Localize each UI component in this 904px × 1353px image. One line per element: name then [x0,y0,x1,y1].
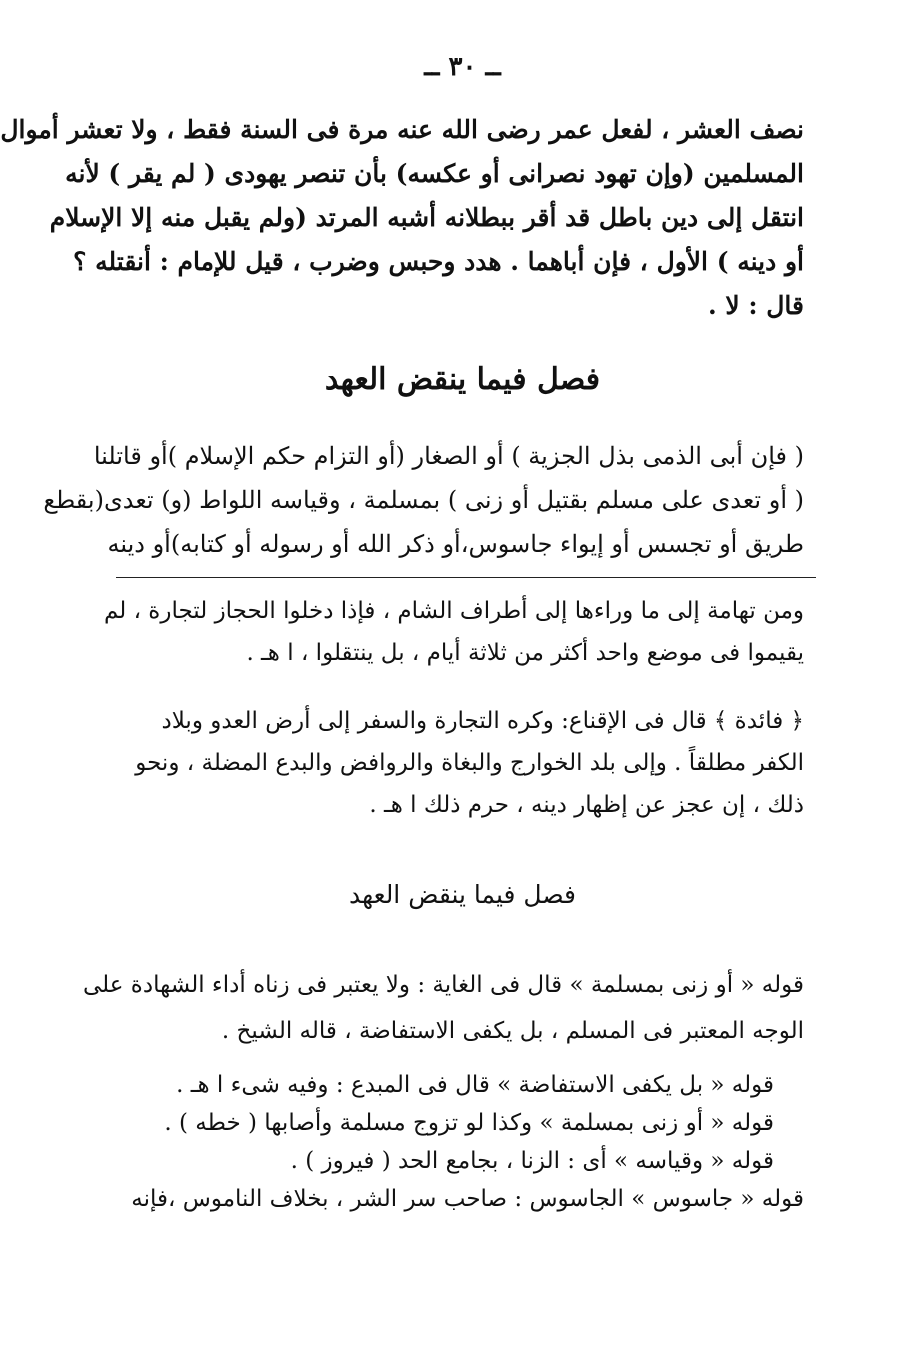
text-line: ( أو تعدى على مسلم بقتيل أو زنى ) بمسلمة ، وقياسه اللواط (و) تعدى(بقطع [43,486,804,514]
section-heading: فصل فيما ينقض العهد [324,362,601,397]
note-line: قوله « جاسوس » الجاسوس : صاحب سر الشر ، بخلاف الناموس ،فإنه [131,1186,804,1212]
text-line: ( فإن أبى الذمى بذل الجزية ) أو الصغار (أو التزام حكم الإسلام )أو قاتلنا [93,442,804,470]
footnote-section-heading: فصل فيما ينقض العهد [348,880,576,909]
note-line: قوله « بل يكفى الاستفاضة » قال فى المبدع : وفيه شىء ا هـ . [176,1072,774,1098]
footnote-paragraph-1 [103,590,804,674]
note-line: قوله « وقياسه » أى : الزنا ، بجامع الحد ( فيروز ) . [290,1148,774,1174]
text-line: انتقل إلى دين باطل قد أقر ببطلانه أشبه المرتد (ولم يقبل منه إلا الإسلام [49,203,804,232]
text-line: ومن تهامة إلى ما وراءها إلى أطراف الشام ، فإذا دخلوا الحجاز لتجارة ، لم [103,598,804,624]
text-line: نصف العشر ، لفعل عمر رضى الله عنه مرة فى السنة فقط ، ولا تعشر أموال [0,115,804,144]
footnote-notes [114,1066,804,1218]
text-line: أو دينه ) الأول ، فإن أباهما . هدد وحبس وضرب ، قيل للإمام : أنقتله ؟ [73,247,804,276]
text-line: المسلمين (وإن تهود نصرانى أو عكسه) بأن تنصر يهودى ( لم يقر ) لأنه [65,159,804,188]
text-line: يقيموا فى موضع واحد أكثر من ثلاثة أيام ، بل ينتقلوا ، ا هـ . [246,640,804,666]
text-line: قوله « أو زنى بمسلمة » قال فى الغاية : ولا يعتبر فى زناه أداء الشهادة على [82,972,804,998]
page-number: ــ ٣٠ ــ [424,52,501,82]
footnote-paragraph-2 [114,700,804,826]
footnote-paragraph-3 [82,962,804,1054]
text-line: الوجه المعتبر فى المسلم ، بل يكفى الاستفاضة ، قاله الشيخ . [221,1018,804,1044]
text-line: الكفر مطلقاً . وإلى بلد الخوارج والبغاة والروافض والبدع المضلة ، ونحو [135,750,804,776]
main-paragraph-1 [0,108,804,328]
note-line: قوله « أو زنى بمسلمة » وكذا لو تزوج مسلمة وأصابها ( خطه ) . [164,1110,774,1136]
text-line: ذلك ، إن عجز عن إظهار دينه ، حرم ذلك ا هـ . [369,792,804,818]
text-line: ﴿ فائدة ﴾ قال فى الإقناع: وكره التجارة والسفر إلى أرض العدو وبلاد [161,708,804,734]
footnote-divider [116,577,816,578]
text-line: قال : لا . [707,291,804,320]
text-line: طريق أو تجسس أو إيواء جاسوس،أو ذكر الله أو رسوله أو كتابه)أو دينه [107,530,804,558]
main-paragraph-2 [43,434,804,566]
